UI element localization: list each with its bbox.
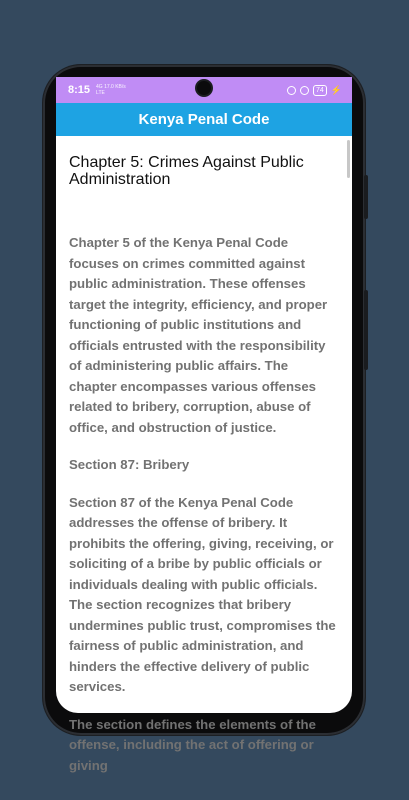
paragraph-intro: Chapter 5 of the Kenya Penal Code focuses on crimes committed against public administration. These offenses target the integrity, efficiency, and proper functioning of public institutions and officials entrusted with the responsibility of administering public affairs. The chapter encompasses various offenses related to bribery, corruption, abuse of office, and obstruction of justice. <box>69 235 328 435</box>
chapter-title: Chapter 5: Crimes Against Public Administration <box>69 154 304 188</box>
battery-icon: 74 <box>313 85 327 96</box>
network-speed: 4G 17.0 KB/s LTE <box>96 84 126 96</box>
camera-hole <box>197 81 211 95</box>
paragraph-section-87: Section 87 of the Kenya Penal Code addresses the offense of bribery. It prohibits the offering, giving, receiving, or soliciting of a bribe by public officials or individuals dealing with public officials. The section recognizes that bribery undermines public trust, compromises the fairness of public administration, and hinders the effective delivery of public services. <box>69 494 336 694</box>
volume-button <box>364 175 368 219</box>
content-scroll-area[interactable] <box>56 136 352 773</box>
section-heading: Section 87: Bribery <box>69 457 190 472</box>
app-title: Kenya Penal Code <box>138 111 270 128</box>
alarm-icon <box>300 86 309 95</box>
location-icon <box>287 86 296 95</box>
status-time: 8:15 <box>68 84 91 96</box>
scrollbar[interactable] <box>347 140 350 178</box>
power-button <box>364 290 368 370</box>
status-bar <box>56 77 352 103</box>
paragraph-elements: The section defines the elements of the offense, including the act of offering or giving <box>69 716 316 773</box>
phone-screen <box>56 77 352 773</box>
charging-icon: ⚡ <box>330 84 342 95</box>
app-bar <box>56 103 352 136</box>
status-icons <box>287 85 342 96</box>
